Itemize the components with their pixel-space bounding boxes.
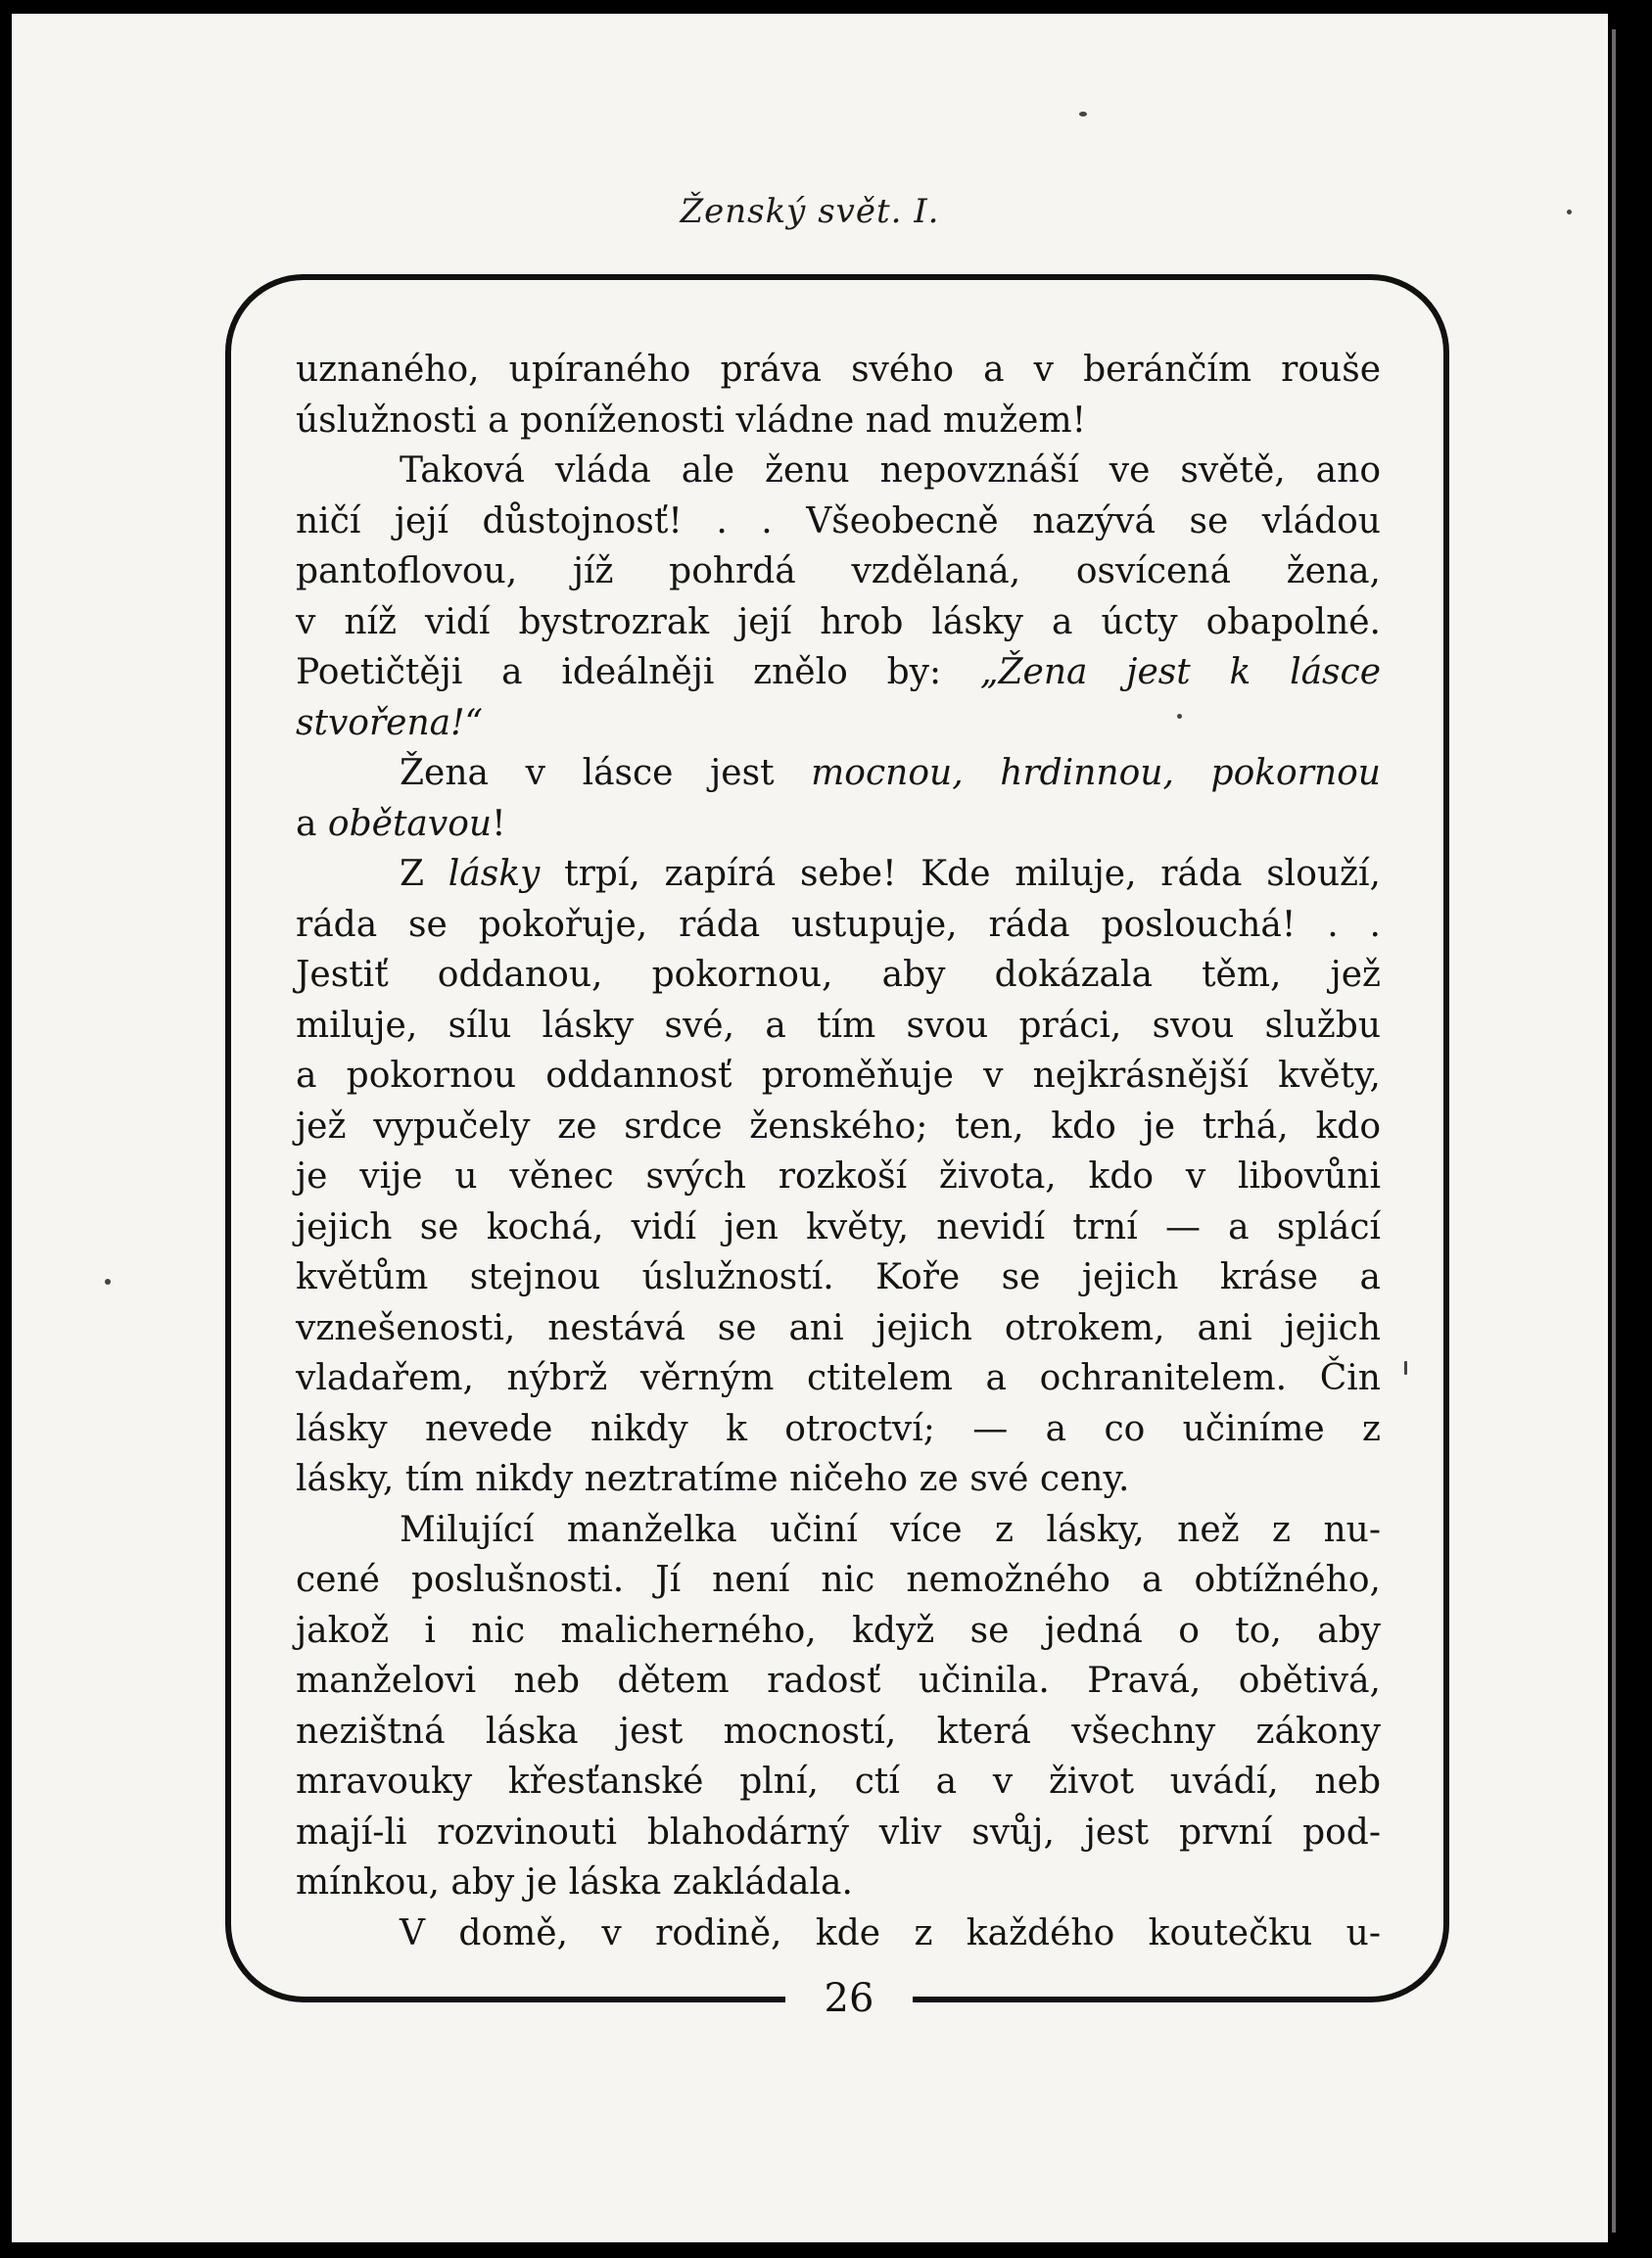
text-fragment: Poetičtěji a ideálněji znělo by: bbox=[296, 652, 942, 692]
print-speck bbox=[1567, 210, 1572, 214]
text-line: mínkou, aby je láska zakládala. bbox=[296, 1862, 853, 1903]
text-line: ničí její důstojnosť! . . Všeobecně nazývá se vládou bbox=[296, 500, 1381, 541]
text-line: Milující manželka učiní více z lásky, než z nu- bbox=[400, 1509, 1381, 1550]
text-line: uznaného, upíraného práva svého a v beránčím rouše bbox=[296, 350, 1381, 390]
text-line: miluje, sílu lásky své, a tím svou práci, svou službu bbox=[296, 1005, 1381, 1046]
text-line: manželovi neb dětem radosť učinila. Pravá, obětivá, bbox=[296, 1661, 1381, 1701]
text-line: vladařem, nýbrž věrným ctitelem a ochranitelem. Čin bbox=[296, 1358, 1381, 1398]
text-line: jakož i nic malicherného, když se jedná o to, aby bbox=[296, 1610, 1381, 1651]
print-speck bbox=[1079, 112, 1087, 117]
text-line: úslužnosti a poníženosti vládne nad mužem! bbox=[296, 400, 1087, 441]
text-line: jejich se kochá, vidí jen květy, nevidí trní — a splácí bbox=[296, 1206, 1381, 1247]
text-line: jež vypučely ze srdce ženského; ten, kdo je trhá, kdo bbox=[296, 1105, 1381, 1147]
print-speck bbox=[105, 1279, 111, 1285]
print-speck bbox=[1404, 1361, 1407, 1375]
book-page bbox=[12, 14, 1608, 2242]
italic-fragment: lásky bbox=[448, 854, 541, 894]
italic-fragment: obětavou bbox=[327, 803, 493, 844]
text-fragment: ! bbox=[492, 803, 506, 844]
text-line bbox=[296, 748, 1381, 799]
text-line: je vije u věnec svých rozkoší života, kdo v libovůni bbox=[296, 1156, 1381, 1197]
page-number: 26 bbox=[824, 1976, 874, 2021]
text-line: stvořena!“ bbox=[296, 702, 483, 743]
text-fragment: Z bbox=[400, 854, 425, 894]
text-line: vznešenosti, nestává se ani jejich otrokem, ani jejich bbox=[296, 1307, 1381, 1348]
text-line: v níž vidí bystrozrak její hrob lásky a úcty obapolné. bbox=[296, 601, 1381, 642]
text-line: cené poslušnosti. Jí není nic nemožného a obtížného, bbox=[296, 1560, 1381, 1600]
text-line bbox=[296, 647, 1381, 698]
text-fragment: trpí, zapírá sebe! Kde miluje, ráda slouží, bbox=[564, 854, 1381, 894]
text-line bbox=[296, 849, 1381, 900]
text-line: a pokornou oddannosť proměňuje v nejkrásnější květy, bbox=[296, 1056, 1381, 1096]
print-speck bbox=[1177, 714, 1182, 719]
text-line: lásky, tím nikdy neztratíme ničeho ze své ceny. bbox=[296, 1459, 1130, 1499]
text-line bbox=[296, 799, 1381, 850]
quote-fragment: „Žena jest k lásce bbox=[979, 652, 1381, 692]
text-line: V domě, v rodině, kde z každého koutečku u- bbox=[400, 1912, 1381, 1953]
running-head: Ženský svět. I. bbox=[680, 192, 940, 231]
italic-fragment: mocnou, hrdinnou, pokornou bbox=[811, 753, 1381, 793]
text-line: mravouky křesťanské plní, ctí a v život uvádí, neb bbox=[296, 1762, 1381, 1802]
text-line: ráda se pokořuje, ráda ustupuje, ráda poslouchá! . . bbox=[296, 904, 1381, 945]
text-line: nezištná láska jest mocností, která všechny zákony bbox=[296, 1711, 1381, 1752]
text-line: květům stejnou úslužností. Koře se jejich kráse a bbox=[296, 1257, 1381, 1297]
text-line: pantoflovou, jíž pohrdá vzdělaná, osvícená žena, bbox=[296, 551, 1381, 591]
text-line: mají-li rozvinouti blahodárný vliv svůj, jest první pod- bbox=[296, 1811, 1381, 1853]
text-line: lásky nevede nikdy k otroctví; — a co učiníme z bbox=[296, 1408, 1381, 1449]
page-edge-line bbox=[1612, 29, 1616, 2233]
body-text bbox=[296, 345, 1381, 1958]
text-line: Taková vláda ale ženu nepovznáší ve světě, ano bbox=[400, 450, 1381, 491]
text-line: Jestiť oddanou, pokornou, aby dokázala těm, jež bbox=[296, 955, 1381, 995]
text-fragment: Žena v lásce jest bbox=[400, 753, 775, 793]
text-fragment: a bbox=[296, 803, 317, 844]
